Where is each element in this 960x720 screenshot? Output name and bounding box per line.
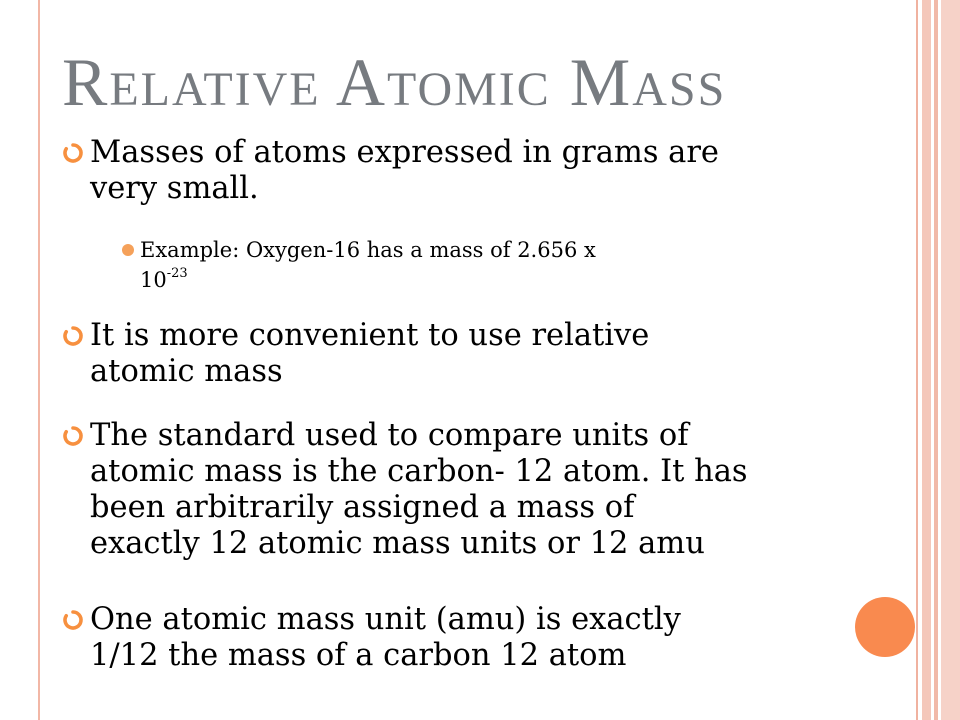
left-border-line: [38, 0, 40, 720]
filled-dot-icon: [122, 244, 134, 256]
sub-bullet-line: [122, 265, 596, 295]
bullet-line: been arbitrarily assigned a mass of: [90, 490, 635, 525]
bullet-item: [62, 135, 719, 207]
stripe: [916, 0, 918, 720]
sub-bullet-item: [122, 235, 596, 295]
stripe: [934, 0, 938, 720]
bullet-line: Masses of atoms expressed in grams are: [90, 135, 719, 170]
stripe: [941, 0, 960, 720]
accent-circle: [855, 597, 915, 657]
stripe: [922, 0, 931, 720]
sub-bullet-line: Example: Oxygen-16 has a mass of 2.656 x: [140, 238, 596, 262]
bullet-line: very small.: [90, 171, 259, 206]
bullet-icon: [62, 325, 84, 347]
bullet-icon: [62, 609, 84, 631]
right-decorative-stripes: [916, 0, 960, 720]
bullet-line: 1/12 the mass of a carbon 12 atom: [90, 638, 627, 673]
bullet-item: [62, 418, 748, 562]
slide-title: Relative Atomic Mass: [62, 44, 727, 120]
bullet-line: exactly 12 atomic mass units or 12 amu: [90, 526, 705, 561]
bullet-line: One atomic mass unit (amu) is exactly: [90, 602, 681, 637]
bullet-line: atomic mass: [90, 354, 283, 389]
bullet-item: [62, 318, 649, 390]
bullet-icon: [62, 425, 84, 447]
bullet-line: The standard used to compare units of: [90, 418, 689, 453]
bullet-line: atomic mass is the carbon- 12 atom. It has: [90, 454, 748, 489]
exponent-base: 10: [140, 268, 167, 292]
bullet-item: [62, 602, 681, 674]
exponent: -23: [166, 266, 188, 281]
bullet-line: It is more convenient to use relative: [90, 318, 650, 353]
bullet-icon: [62, 142, 84, 164]
